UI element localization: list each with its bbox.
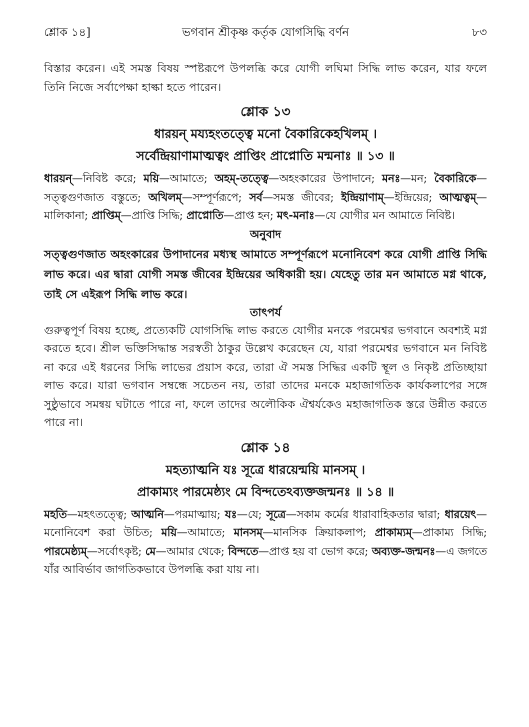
synonym-word: অব্যক্ত-জন্মনঃ bbox=[371, 544, 436, 558]
synonym-word: যঃ bbox=[224, 507, 237, 521]
synonym-meaning: সকাম কর্মের ধারাবাহিকতার দ্বারা; bbox=[296, 507, 441, 521]
synonym-meaning: এ জগতে যাঁর আবির্ভাব জাগতিকভাবে উপলব্ধি করা যায় না। bbox=[44, 544, 487, 576]
synonym-word: অখিলম্ bbox=[148, 190, 182, 204]
synonym-meaning: সর্বোৎকৃষ্ট; bbox=[97, 544, 142, 558]
synonym-word: ধারয়ন্ bbox=[44, 172, 72, 185]
purport-text: গুরুত্বপূর্ণ বিষয় হচ্ছে, প্রত্যেকটি যোগসিদ্ধি লাভ করতে যোগীর মনকে পরমেশ্বর ভগবানে অবশ্যই মগ্ন করতে হবে। শ্রীল ভক্তিসিদ্ধান্ত সরস্বতী ঠাকুর উল্লেখ করেছেন যে, যারা পরমেশ্বর ভগবানে মন নিবিষ্ট না করে এই ধরনের সিদ্ধি লাভের প্রয়াস করে, তারা ঐ সমস্ত সিদ্ধির একটি স্থূল ও নিকৃষ্ট প্রতিচ্ছায়া লাভ করে। যারা ভগবান সম্বন্ধে সচেতন নয়, তারা তাদের মনকে মহাজাগতিক কার্যকলাপের সঙ্গে সুষ্ঠুভাবে সমন্বয় ঘটাতে পারে না, ফলে তাদের অলৌকিক ঐশ্বর্যকেও মহাজাগতিক স্তরে উন্নীত করতে পারে না। bbox=[44, 323, 487, 429]
verse-14-line-2: প্রাকাম্যং পারমেষ্ঠ্যং মে বিন্দতেঽব্যক্তজন্মনঃ ॥ ১৪ ॥ bbox=[136, 483, 395, 499]
verse-14-title: শ্লোক ১৪ bbox=[240, 439, 291, 456]
page-header bbox=[44, 24, 487, 42]
page-content bbox=[44, 60, 487, 580]
synonym-meaning: সমস্ত জীবের; bbox=[273, 190, 334, 204]
synonym-word: প্রাপ্নোতি bbox=[186, 209, 224, 222]
synonym-meaning: প্রাপ্ত হন; bbox=[234, 209, 274, 222]
synonym-word: ময়ি bbox=[143, 172, 159, 185]
synonym-meaning: আমাতে; bbox=[169, 172, 208, 185]
synonym-meaning: যে যোগীর মন আমাতে নিবিষ্ট। bbox=[325, 209, 456, 222]
purport-heading: তাৎপর্য bbox=[249, 305, 282, 319]
verse-13-line-2: সর্বেন্দ্রিয়াণামাত্মত্বং প্রাপ্তিং প্রাপ্নোতি মন্মনাঃ ॥ ১৩ ॥ bbox=[136, 148, 395, 163]
verse-13-synonyms: ধারয়ন্—নিবিষ্ট করে; ময়ি—আমাতে; অহম্-তত্ত্বে—অহংকারের উপাদানে; মনঃ—মন; বৈকারিকে—সত্ত্বগুণজাত বস্তুতে; অখিলম্—সম্পূর্ণরূপে; সর্ব—সমস্ত জীবের; ইন্দ্রিয়াণাম্—ইন্দ্রিয়ের; আত্মত্বম্—মালিকানা; প্রাপ্তিম্—প্রাপ্তি সিদ্ধি; প্রাপ্নোতি—প্রাপ্ত হন; মৎ-মনাঃ—যে যোগীর মন আমাতে নিবিষ্ট। bbox=[44, 172, 487, 222]
synonym-word: মনঃ bbox=[382, 172, 401, 185]
synonym-meaning: মানসিক ক্রিয়াকলাপ; bbox=[273, 526, 367, 539]
synonym-word: ময়ি bbox=[161, 526, 177, 539]
synonym-meaning: মনোনিবেশ করা উচিত; bbox=[44, 526, 153, 539]
synonym-meaning: আমাতে; bbox=[187, 526, 226, 539]
verse-13-title: শ্লোক ১৩ bbox=[240, 104, 291, 120]
synonym-meaning: নিবিষ্ট করে; bbox=[82, 172, 137, 185]
synonym-word: আত্মনি bbox=[131, 507, 164, 521]
verse-14-line-1: মহত্যাত্মনি যঃ সূত্রে ধারয়েন্ময়ি মানসম্ । bbox=[165, 461, 366, 477]
synonym-word: সূত্রে bbox=[266, 507, 286, 521]
translation-text: সত্ত্বগুণজাত অহংকারের উপাদানের মধ্যস্থ আমাতে সম্পূর্ণরূপে মনোনিবেশ করে যোগী প্রাপ্তি সিদ্ধি লাভ করে। এর দ্বারা যোগী সমস্ত জীবের ইন্দ্রিয়ের অধিকারী হয়। যেহেতু তার মন আমাতে মগ্ন থাকে, তাই সে এইরূপ সিদ্ধি লাভ করে। bbox=[44, 246, 487, 301]
synonym-meaning: আমার থেকে; bbox=[166, 544, 225, 558]
synonym-word: অহম্-তত্ত্বে bbox=[214, 172, 269, 185]
synonym-meaning: অহংকারের উপাদানে; bbox=[279, 172, 375, 185]
synonym-word: মহতি bbox=[44, 507, 67, 521]
synonym-word: পারমেষ্ঠ্যম্ bbox=[44, 544, 87, 558]
synonym-word: আত্মত্বম্ bbox=[439, 190, 477, 204]
synonym-meaning: ইন্দ্রিয়ের; bbox=[394, 190, 433, 204]
synonym-word: প্রাপ্তিম্ bbox=[91, 209, 121, 222]
synonym-meaning: মহৎতত্ত্বে; bbox=[77, 507, 127, 521]
synonym-meaning: যে; bbox=[247, 507, 262, 521]
intro-paragraph: বিস্তার করেন। এই সমস্ত বিষয় স্পষ্টরূপে উপলব্ধি করে যোগী লঘিমা সিদ্ধি লাভ করেন, যার ফলে তিনি নিজে সর্বাপেক্ষা হাল্কা হতে পারেন। bbox=[44, 62, 487, 94]
synonym-meaning: মন; bbox=[411, 172, 428, 185]
page-number: ৮৩ bbox=[472, 25, 487, 39]
synonym-meaning: প্রাপ্ত হয় বা ভোগ করে; bbox=[269, 544, 369, 558]
synonym-word: মানসম্ bbox=[233, 526, 263, 539]
synonym-word: ধারয়েৎ bbox=[444, 507, 477, 521]
synonym-meaning: প্রাকাম্য সিদ্ধি; bbox=[422, 526, 487, 539]
synonym-meaning: পরমাত্মায়; bbox=[174, 507, 221, 521]
header-chapter-title: ভগবান শ্রীকৃষ্ণ কর্তৃক যোগসিদ্ধি বর্ণন bbox=[181, 25, 350, 39]
synonym-meaning: প্রাপ্তি সিদ্ধি; bbox=[131, 209, 184, 222]
synonym-word: বৈকারিকে bbox=[434, 172, 477, 185]
translation-heading: অনুবাদ bbox=[249, 227, 282, 241]
synonym-word: ইন্দ্রিয়াণাম্ bbox=[341, 190, 384, 204]
header-verse-ref: শ্লোক ১৪] bbox=[44, 25, 91, 39]
synonym-word: সর্ব bbox=[249, 190, 263, 204]
verse-13-line-1: ধারয়ন্ ময্যহংতত্ত্বে মনো বৈকারিকেহখিলম্ । bbox=[154, 126, 377, 141]
synonym-word: বিন্দতে bbox=[228, 544, 259, 558]
synonym-word: মৎ-মনাঃ bbox=[276, 209, 315, 222]
synonym-meaning: সম্পূর্ণরূপে; bbox=[192, 190, 242, 204]
synonym-meaning: সত্ত্বগুণজাত বস্তুতে; bbox=[44, 190, 141, 204]
synonym-word: মে bbox=[145, 544, 156, 558]
synonym-meaning: মালিকানা; bbox=[44, 209, 89, 222]
synonym-word: প্রাকাম্যম্ bbox=[374, 526, 412, 539]
verse-14-synonyms: মহতি—মহৎতত্ত্বে; আত্মনি—পরমাত্মায়; যঃ—যে; সূত্রে—সকাম কর্মের ধারাবাহিকতার দ্বারা; ধারয়েৎ—মনোনিবেশ করা উচিত; ময়ি—আমাতে; মানসম্—মানসিক ক্রিয়াকলাপ; প্রাকাম্যম্—প্রাকাম্য সিদ্ধি; পারমেষ্ঠ্যম্—সর্বোৎকৃষ্ট; মে—আমার থেকে; বিন্দতে—প্রাপ্ত হয় বা ভোগ করে; অব্যক্ত-জন্মনঃ—এ জগতে যাঁর আবির্ভাব জাগতিকভাবে উপলব্ধি করা যায় না। bbox=[44, 507, 487, 576]
